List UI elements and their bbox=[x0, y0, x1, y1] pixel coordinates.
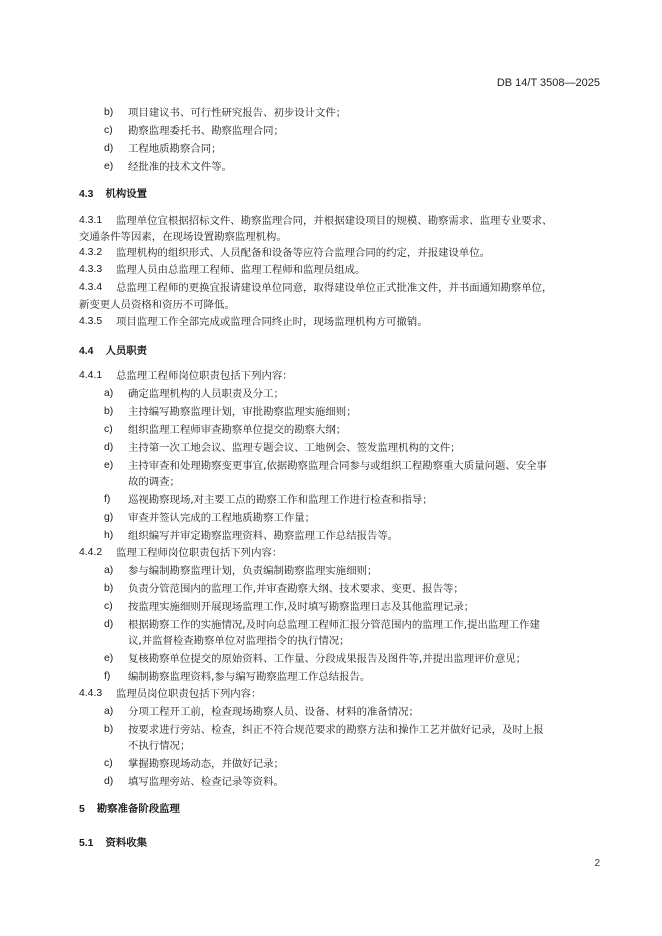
list-marker: b) bbox=[104, 107, 114, 118]
clause-text: 监理机构的组织形式、人员配备和设备等应符合监理合同的约定，并报建设单位。 bbox=[116, 247, 491, 259]
list-item: 项目建议书、可行性研究报告、初步设计文件； bbox=[128, 107, 347, 119]
list-item: 参与编制勘察监理计划，负责编制勘察监理实施细则； bbox=[128, 565, 378, 577]
list-marker: d) bbox=[104, 619, 114, 630]
list-item: 复核勘察单位提交的原始资料、工作量、分段成果报告及图件等,并提出监理评价意见； bbox=[128, 653, 527, 665]
list-item: 填写监理旁站、检查记录等资料。 bbox=[128, 776, 284, 788]
list-marker: a) bbox=[104, 388, 114, 399]
clause-text: 项目监理工作全部完成或监理合同终止时，现场监理机构方可撤销。 bbox=[116, 316, 428, 328]
list-item: 勘察监理委托书、勘察监理合同； bbox=[128, 125, 284, 137]
list-item: 工程地质勘察合同； bbox=[128, 143, 222, 155]
clause-intro: 监理员岗位职责包括下列内容： bbox=[116, 688, 262, 700]
clause-number: 4.4.3 bbox=[79, 688, 103, 699]
clause-intro: 监理工程师岗位职责包括下列内容： bbox=[116, 547, 283, 559]
list-item: 组织监理工程师审查勘察单位提交的勘察大纲； bbox=[128, 424, 347, 436]
list-marker: a) bbox=[104, 706, 114, 717]
clause-number: 4.4.2 bbox=[79, 547, 103, 558]
list-marker: g) bbox=[104, 512, 114, 523]
clause-intro: 总监理工程师岗位职责包括下列内容： bbox=[116, 370, 293, 382]
list-marker: f) bbox=[104, 494, 111, 505]
section-heading-4-4: 4.4 人员职责 bbox=[79, 345, 148, 357]
clause-number: 4.3.1 bbox=[79, 215, 103, 226]
list-item: 主持审查和处理勘察变更事宜,依据勘察监理合同参与或组织工程勘察重大质量问题、安全事 bbox=[128, 460, 547, 472]
list-item: 分项工程开工前，检查现场勘察人员、设备、材料的准备情况； bbox=[128, 706, 419, 718]
list-marker: c) bbox=[104, 125, 113, 136]
standard-code: DB 14/T 3508—2025 bbox=[496, 77, 600, 89]
list-item: 确定监理机构的人员职责及分工； bbox=[128, 388, 284, 400]
chapter-heading-5: 5 勘察准备阶段监理 bbox=[79, 803, 180, 815]
list-marker: b) bbox=[104, 724, 114, 735]
list-marker: e) bbox=[104, 460, 114, 471]
list-marker: a) bbox=[104, 565, 114, 576]
list-marker: e) bbox=[104, 161, 114, 172]
clause-text: 监理人员由总监理工程师、监理工程师和监理员组成。 bbox=[116, 264, 366, 276]
list-marker: c) bbox=[104, 758, 113, 769]
clause-text: 新变更人员资格和资历不可降低。 bbox=[79, 299, 235, 311]
list-marker: c) bbox=[104, 601, 113, 612]
list-marker: b) bbox=[104, 583, 114, 594]
clause-number: 4.3.3 bbox=[79, 264, 103, 275]
list-item: 经批准的技术文件等。 bbox=[128, 161, 232, 173]
list-item: 故的调查； bbox=[128, 476, 180, 488]
page-number: 2 bbox=[594, 858, 600, 869]
list-item: 议,并监督检查勘察单位对监理指令的执行情况； bbox=[128, 635, 350, 647]
list-item: 审查并签认完成的工程地质勘察工作量； bbox=[128, 512, 316, 524]
list-marker: d) bbox=[104, 143, 114, 154]
clause-text: 交通条件等因素，在现场设置勘察监理机构。 bbox=[79, 231, 287, 243]
section-heading-5-1: 5.1 资料收集 bbox=[79, 837, 148, 849]
list-marker: h) bbox=[104, 530, 114, 541]
clause-number: 4.3.4 bbox=[79, 282, 103, 293]
list-item: 编制勘察监理资料,参与编写勘察监理工作总结报告。 bbox=[128, 671, 371, 683]
list-marker: e) bbox=[104, 653, 114, 664]
list-item: 按监理实施细则开展现场监理工作,及时填写勘察监理日志及其他监理记录； bbox=[128, 601, 475, 613]
clause-number: 4.3.2 bbox=[79, 247, 103, 258]
list-item: 主持第一次工地会议、监理专题会议、工地例会、签发监理机构的文件； bbox=[128, 442, 461, 454]
list-item: 主持编写勘察监理计划，审批勘察监理实施细则； bbox=[128, 406, 357, 418]
section-heading-4-3: 4.3 机构设置 bbox=[79, 188, 148, 200]
list-marker: c) bbox=[104, 424, 113, 435]
clause-text: 总监理工程师的更换宜报请建设单位同意，取得建设单位正式批准文件，并书面通知勘察单位， bbox=[116, 282, 553, 294]
list-item: 巡视勘察现场,对主要工点的勘察工作和监理工作进行检查和指导； bbox=[128, 494, 433, 506]
clause-number: 4.3.5 bbox=[79, 316, 103, 327]
list-item: 按要求进行旁站、检查，纠正不符合规范要求的勘察方法和操作工艺并做好记录，及时上报 bbox=[128, 724, 544, 736]
list-item: 不执行情况； bbox=[128, 740, 191, 752]
list-item: 组织编写并审定勘察监理资料、勘察监理工作总结报告等。 bbox=[128, 530, 399, 542]
list-item: 负责分管范围内的监理工作,并审查勘察大纲、技术要求、变更、报告等； bbox=[128, 583, 464, 595]
list-item: 根据勘察工作的实施情况,及时向总监理工程师汇报分管范围内的监理工作,提出监理工作建 bbox=[128, 619, 540, 631]
clause-number: 4.4.1 bbox=[79, 370, 103, 381]
list-marker: d) bbox=[104, 442, 114, 453]
list-marker: f) bbox=[104, 671, 111, 682]
list-item: 掌握勘察现场动态，并做好记录； bbox=[128, 758, 284, 770]
list-marker: d) bbox=[104, 776, 114, 787]
clause-text: 监理单位宜根据招标文件、勘察监理合同，并根据建设项目的规模、勘察需求、监理专业要求、 bbox=[116, 215, 553, 227]
list-marker: b) bbox=[104, 406, 114, 417]
